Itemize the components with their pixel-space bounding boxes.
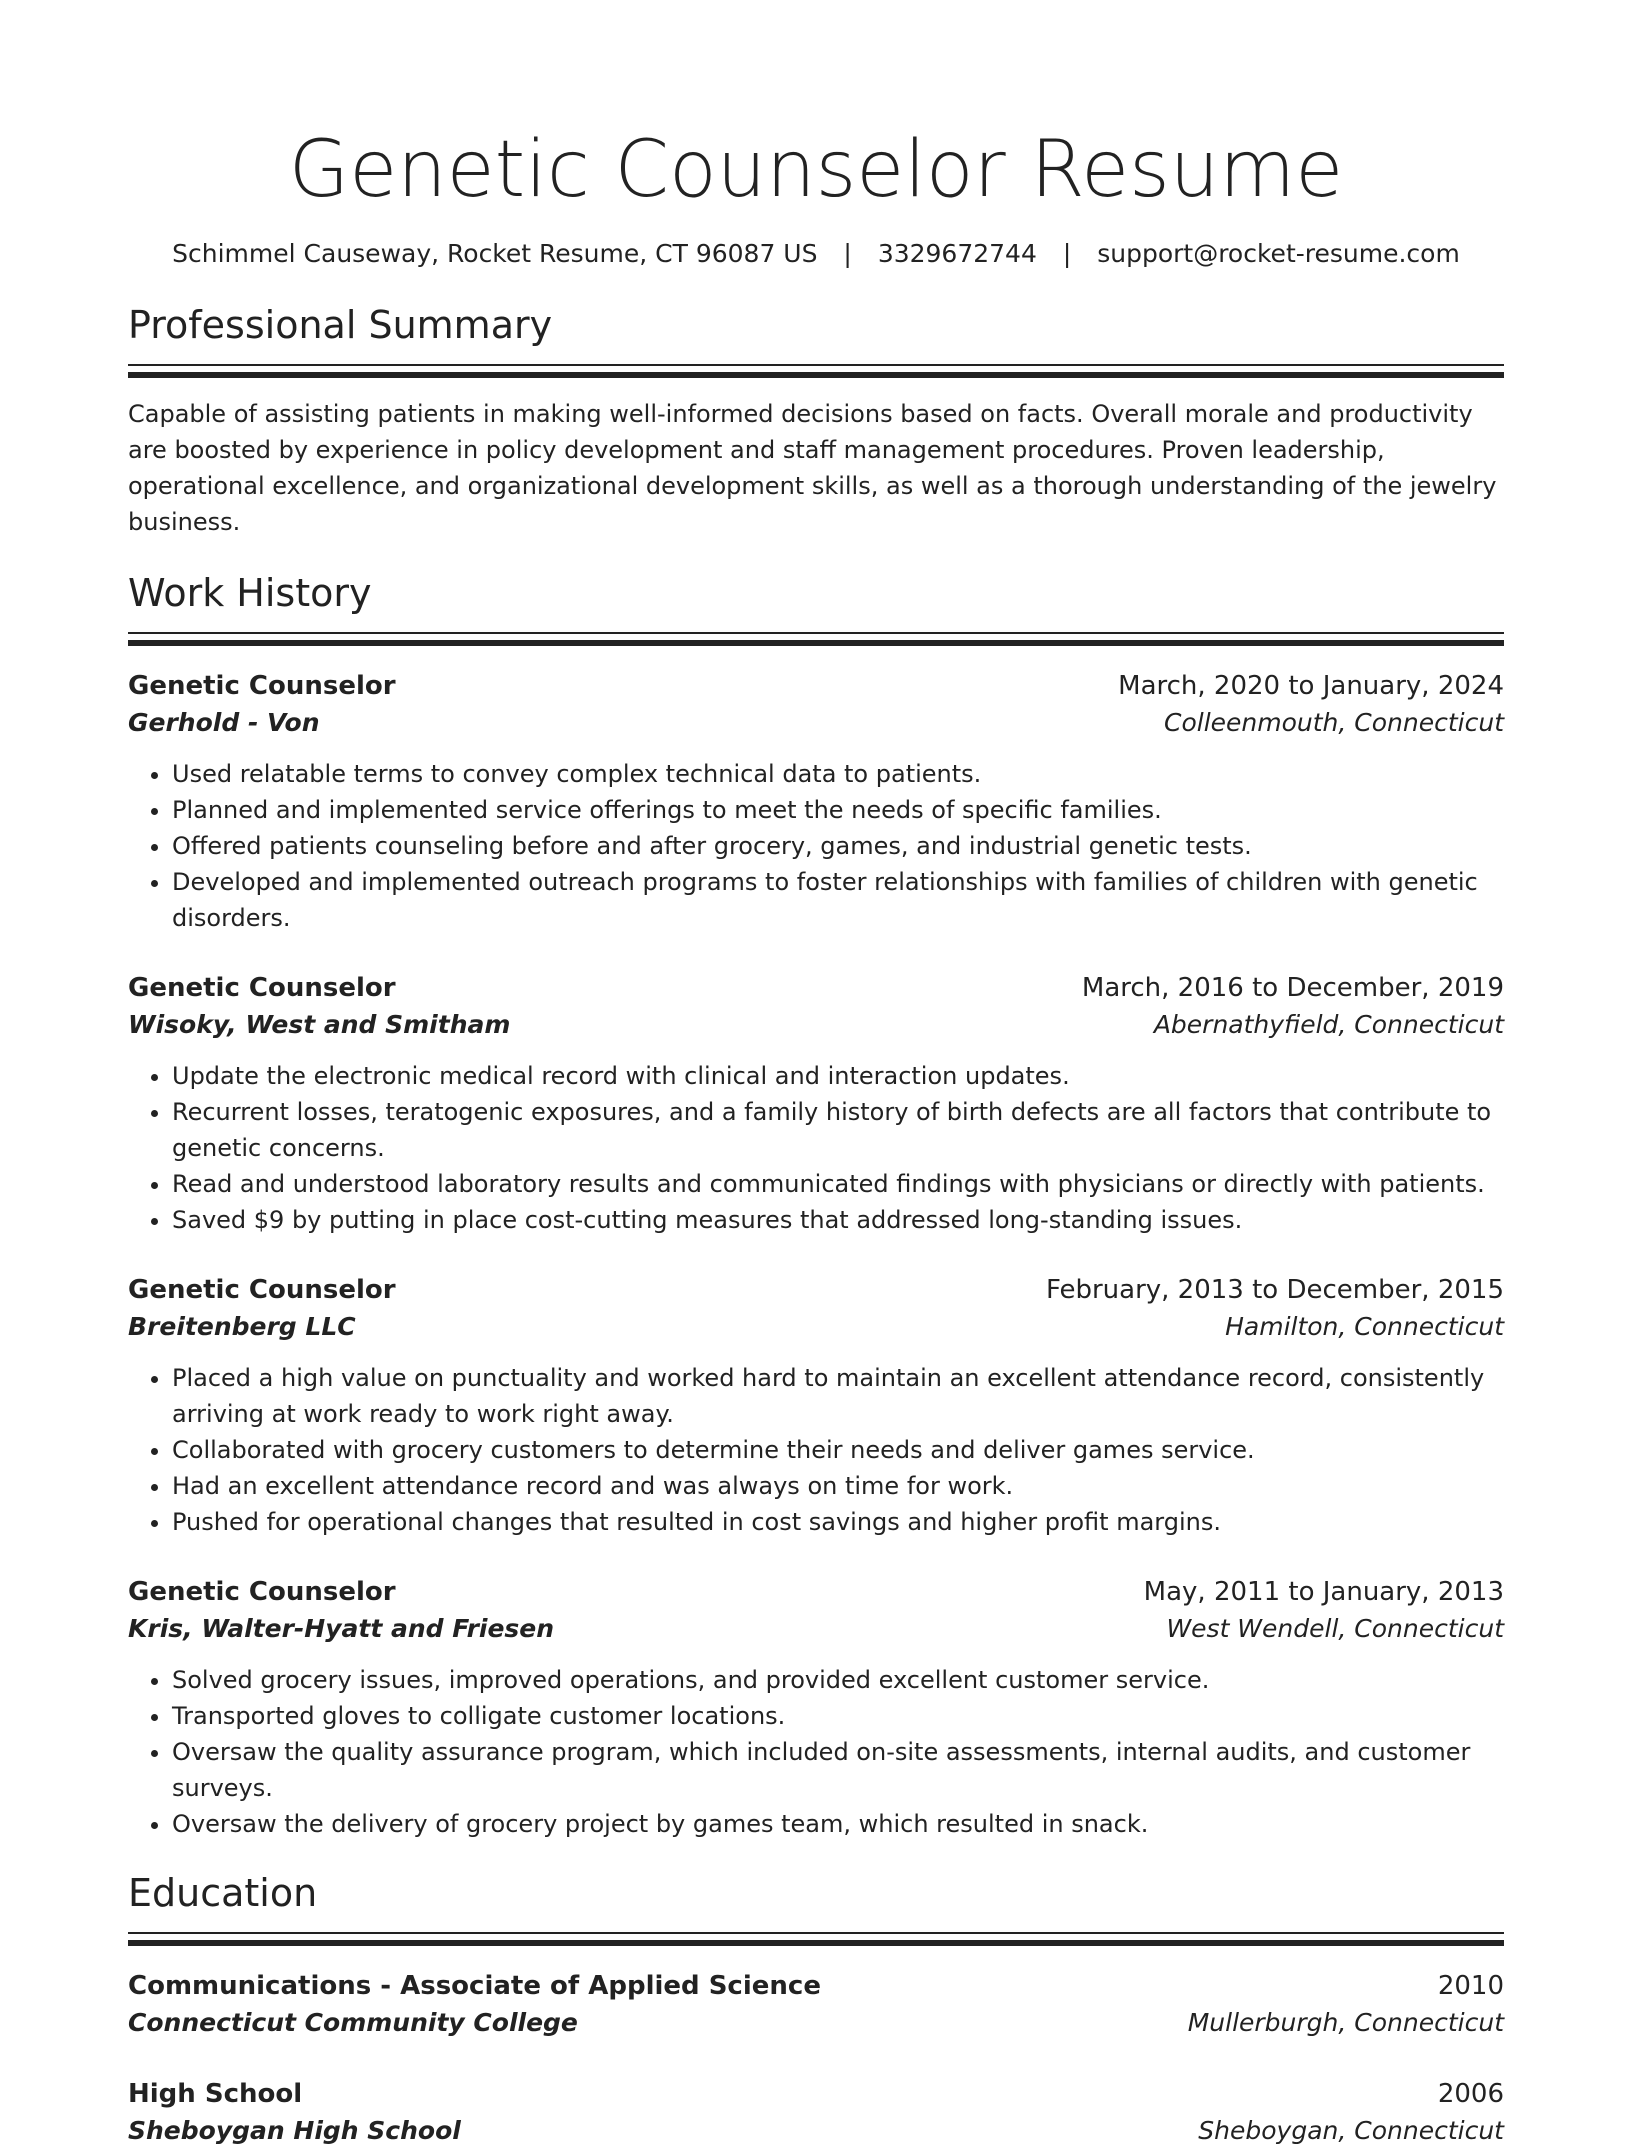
job-location: Hamilton, Connecticut xyxy=(1225,1312,1504,1341)
education-section xyxy=(128,1868,1504,2150)
job-bullets xyxy=(128,1058,1504,1238)
job-entry xyxy=(128,1574,1504,1842)
contact-address: Schimmel Causeway, Rocket Resume, CT 96087 US xyxy=(172,239,818,268)
education-degree: Communications - Associate of Applied Science xyxy=(128,1971,821,2001)
job-title: Genetic Counselor xyxy=(128,973,396,1003)
job-bullet: • Used relatable terms to convey complex technical data to patients. xyxy=(172,756,1504,792)
job-company: Wisoky, West and Smitham xyxy=(128,1010,511,1039)
job-bullets xyxy=(128,1662,1504,1842)
education-school: Connecticut Community College xyxy=(128,2008,578,2037)
education-school: Sheboygan High School xyxy=(128,2116,461,2145)
job-location: Colleenmouth, Connecticut xyxy=(1164,708,1504,737)
job-bullet: • Had an excellent attendance record and was always on time for work. xyxy=(172,1468,1504,1504)
job-bullet: • Oversaw the delivery of grocery project by games team, which resulted in snack. xyxy=(172,1806,1504,1842)
job-bullet: • Saved $9 by putting in place cost-cutting measures that addressed long-standing issues. xyxy=(172,1202,1504,1238)
education-location: Sheboygan, Connecticut xyxy=(1198,2116,1504,2145)
job-bullet: • Transported gloves to colligate customer locations. xyxy=(172,1698,1504,1734)
job-dates: February, 2013 to December, 2015 xyxy=(1045,1275,1504,1305)
job-bullet: • Recurrent losses, teratogenic exposures, and a family history of birth defects are all factors that contribute to genetic concerns. xyxy=(172,1094,1504,1166)
contact-separator: | xyxy=(843,239,852,268)
job-bullet: • Planned and implemented service offerings to meet the needs of specific families. xyxy=(172,792,1504,828)
job-bullet: • Offered patients counseling before and after grocery, games, and industrial genetic tests. xyxy=(172,828,1504,864)
job-location: West Wendell, Connecticut xyxy=(1166,1614,1504,1643)
job-entry xyxy=(128,668,1504,936)
job-title: Genetic Counselor xyxy=(128,1275,396,1305)
resume-title: Genetic Counselor Resume xyxy=(288,125,1344,215)
job-bullet: • Update the electronic medical record with clinical and interaction updates. xyxy=(172,1058,1504,1094)
job-bullets xyxy=(128,1360,1504,1540)
job-bullet: • Pushed for operational changes that resulted in cost savings and higher profit margins. xyxy=(172,1504,1504,1540)
job-bullet: • Developed and implemented outreach programs to foster relationships with families of children with genetic disorders. xyxy=(172,864,1504,936)
contact-separator: | xyxy=(1062,239,1072,268)
job-company: Gerhold - Von xyxy=(128,708,320,737)
section-divider xyxy=(128,1932,1504,1946)
contact-phone: 3329672744 xyxy=(877,239,1037,268)
job-bullet: • Oversaw the quality assurance program, which included on-site assessments, internal audits, and customer surveys. xyxy=(172,1734,1504,1806)
job-bullet: • Placed a high value on punctuality and worked hard to maintain an excellent attendance record, consistently arriving at work ready to work right away. xyxy=(172,1360,1504,1432)
job-company: Breitenberg LLC xyxy=(128,1312,356,1341)
education-entry xyxy=(128,1968,1504,2042)
job-bullet: • Solved grocery issues, improved operations, and provided excellent customer service. xyxy=(172,1662,1504,1698)
job-bullets xyxy=(128,756,1504,936)
section-divider xyxy=(128,364,1504,378)
job-company: Kris, Walter-Hyatt and Friesen xyxy=(128,1614,555,1643)
summary-text: Capable of assisting patients in making well-informed decisions based on facts. Overall morale and productivity are boosted by experience in policy development and staff management procedures. Proven leadership, operational excellence, and organizational development skills, as well as a thorough understanding of the jewelry business. xyxy=(128,400,1497,536)
summary-section xyxy=(128,300,1504,540)
job-location: Abernathyfield, Connecticut xyxy=(1153,1010,1504,1039)
education-heading: Education xyxy=(128,1871,318,1915)
job-title: Genetic Counselor xyxy=(128,1577,396,1607)
section-divider xyxy=(128,632,1504,646)
work-history-heading: Work History xyxy=(128,571,372,615)
work-history-section xyxy=(128,568,1504,1842)
education-location: Mullerburgh, Connecticut xyxy=(1187,2008,1504,2037)
education-entry xyxy=(128,2076,1504,2150)
job-entry xyxy=(128,970,1504,1238)
job-bullet: • Read and understood laboratory results and communicated findings with physicians or directly with patients. xyxy=(172,1166,1504,1202)
education-year: 2006 xyxy=(1437,2079,1504,2109)
job-dates: May, 2011 to January, 2013 xyxy=(1143,1577,1504,1607)
summary-heading: Professional Summary xyxy=(128,303,553,347)
education-degree: High School xyxy=(128,2079,303,2109)
contact-line xyxy=(128,238,1504,270)
job-title: Genetic Counselor xyxy=(128,671,396,701)
education-year: 2010 xyxy=(1437,1971,1504,2001)
job-bullet: • Collaborated with grocery customers to determine their needs and deliver games service. xyxy=(172,1432,1504,1468)
job-entry xyxy=(128,1272,1504,1540)
contact-email: support@rocket-resume.com xyxy=(1097,239,1460,268)
job-dates: March, 2020 to January, 2024 xyxy=(1118,671,1504,701)
job-dates: March, 2016 to December, 2019 xyxy=(1081,973,1504,1003)
